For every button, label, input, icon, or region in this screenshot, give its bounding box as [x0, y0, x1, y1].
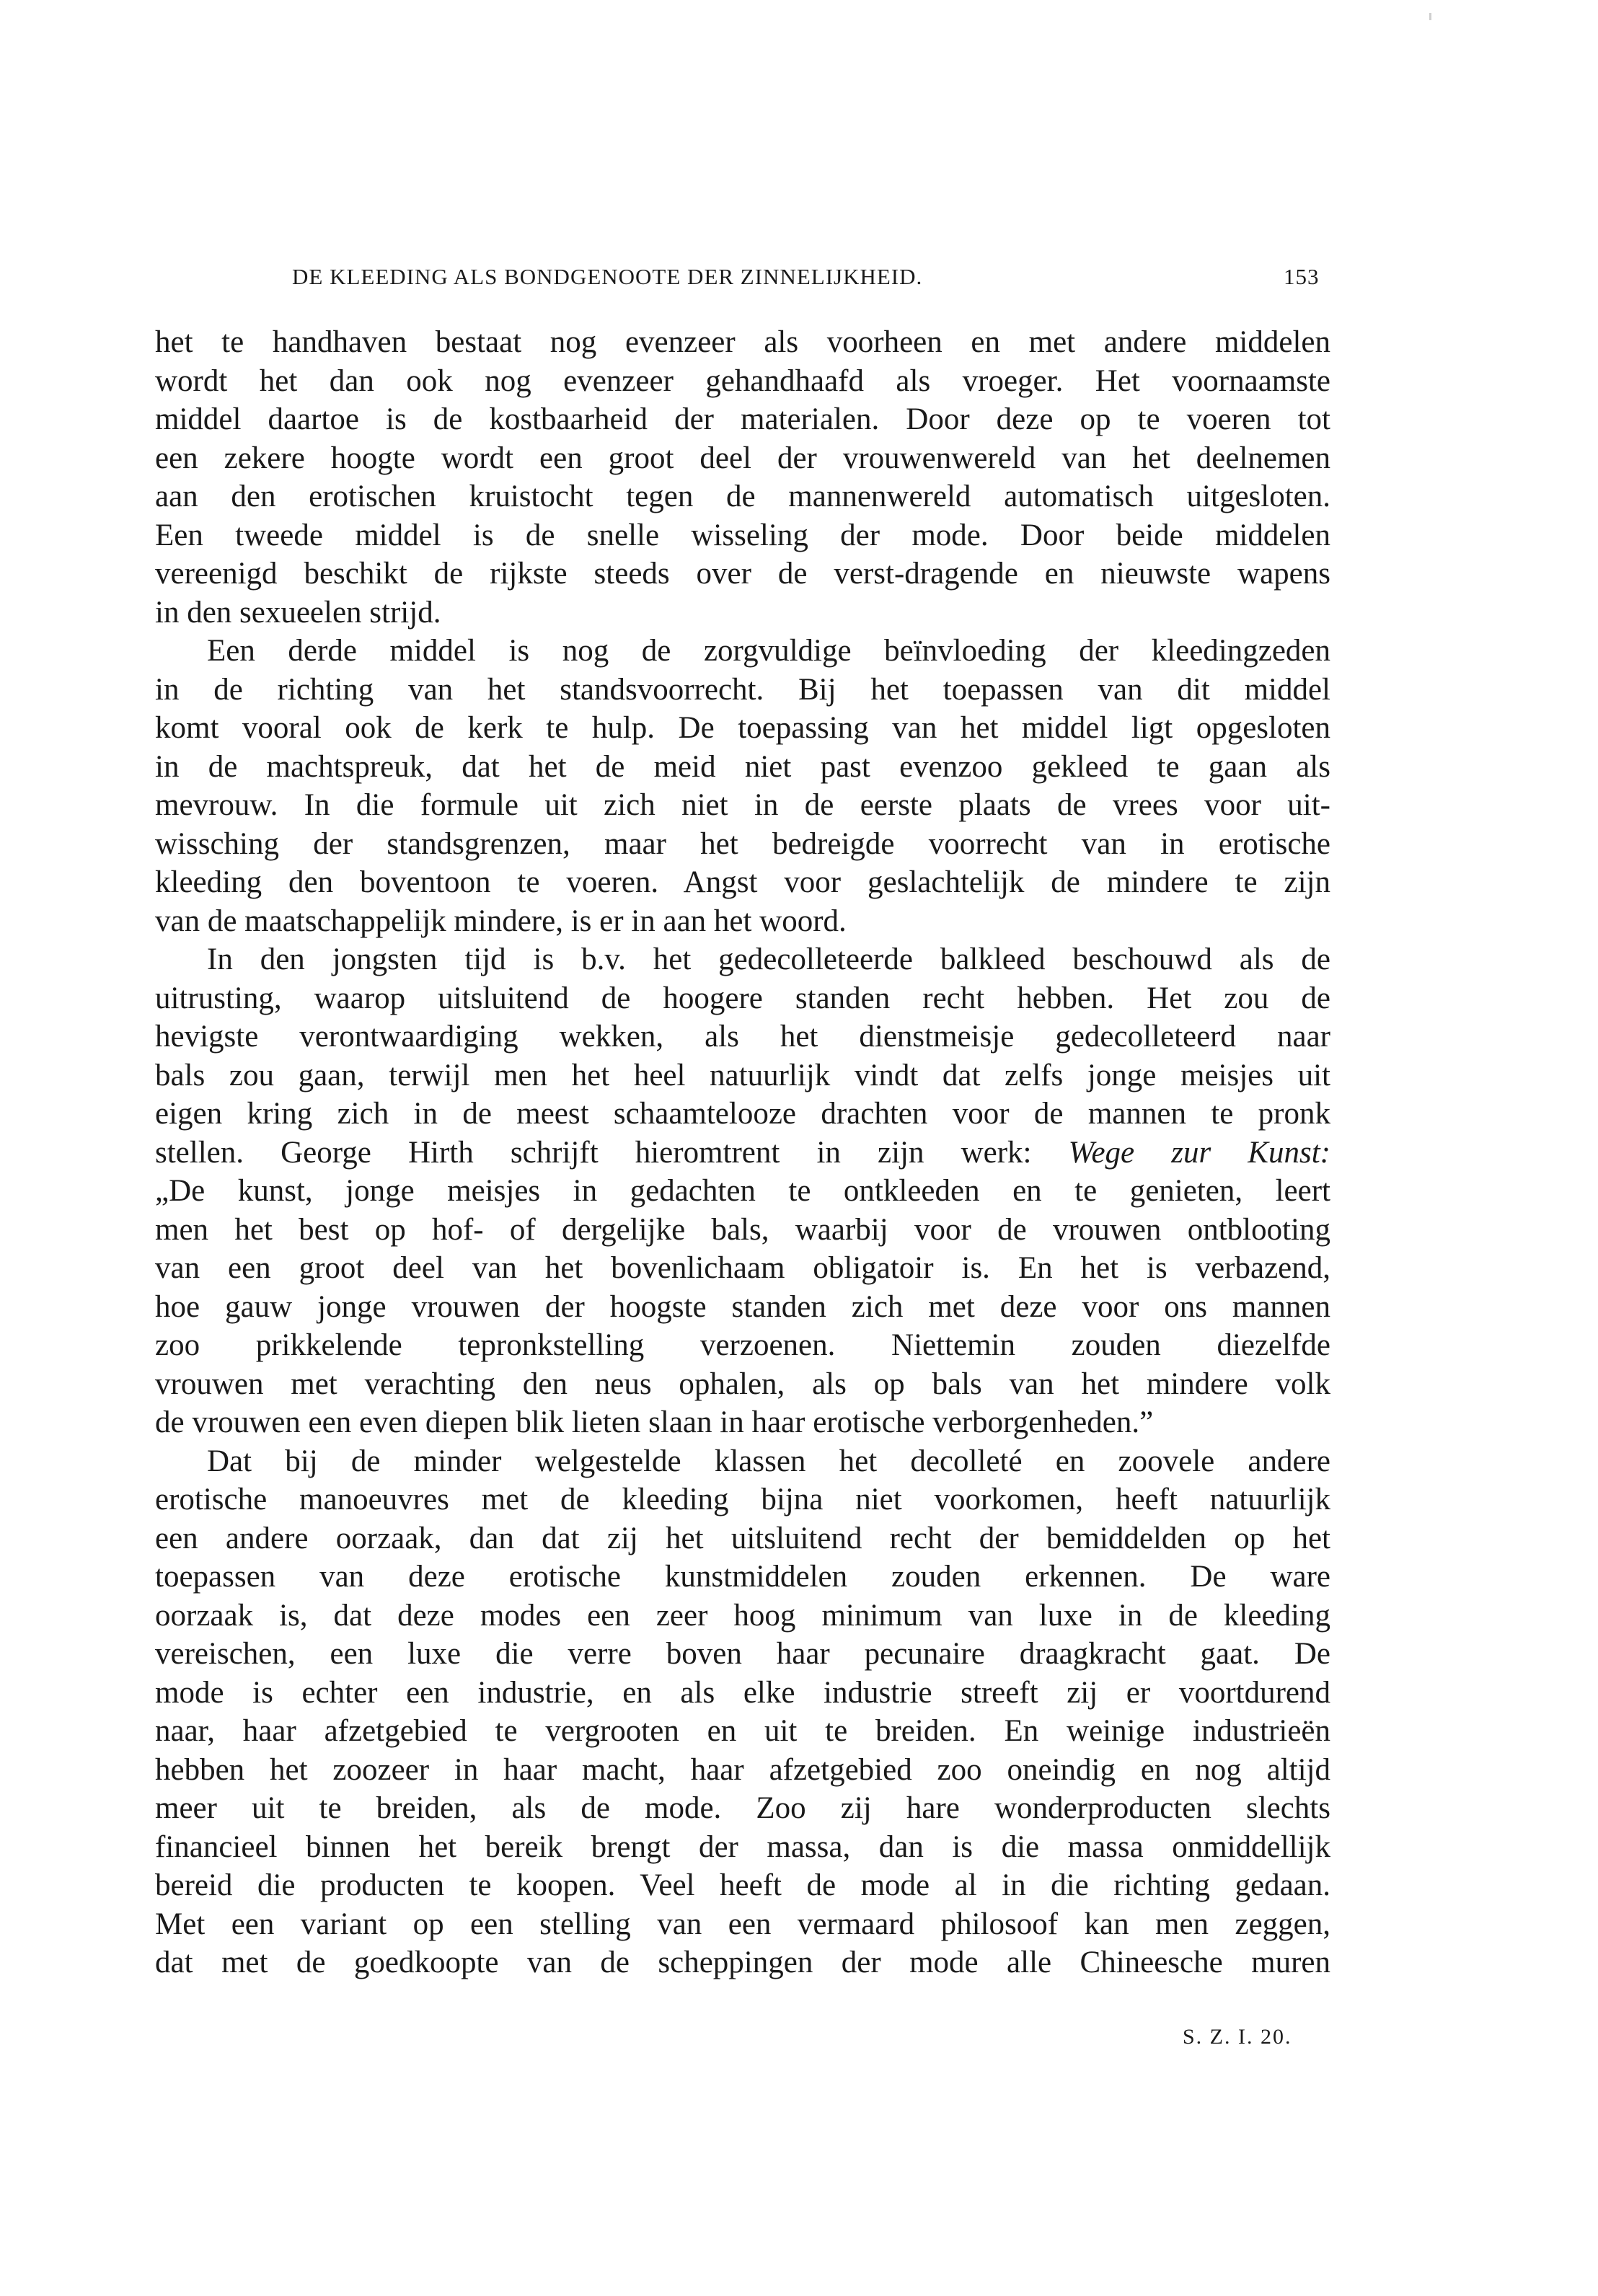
text-line: het te handhaven bestaat nog evenzeer als voorheen en met andere middelen [155, 325, 1330, 359]
page-number: 153 [1284, 264, 1320, 289]
text-line: bereid die producten te koopen. Veel heeft de mode al in die richting gedaan. [155, 1868, 1330, 1902]
text-line: wissching der standsgrenzen, maar het bedreigde voorrecht van in erotische [155, 826, 1330, 861]
text-line: dat met de goedkoopte van de scheppingen der mode alle Chineesche muren [155, 1946, 1330, 1979]
text-line: een zekere hoogte wordt een groot deel der vrouwenwereld van het deelnemen [155, 441, 1330, 475]
running-title: DE KLEEDING ALS BONDGENOOTE DER ZINNELIJKHEID. [292, 264, 923, 289]
text-line: de vrouwen een even diepen blik lieten slaan in haar erotische verborgenheden.” [155, 1405, 1154, 1439]
text-line: Een derde middel is nog de zorgvuldige beïnvloeding der kleedingzeden [207, 634, 1330, 668]
text-line: Dat bij de minder welgestelde klassen het decolleté en zoovele andere [207, 1444, 1330, 1478]
text-line: Een tweede middel is de snelle wisseling der mode. Door beide middelen [155, 518, 1330, 552]
text-line: kleeding den boventoon te voeren. Angst voor geslachtelijk de mindere te zijn [155, 865, 1330, 899]
text-line: men het best op hof- of dergelijke bals, waarbij voor de vrouwen ontblooting [155, 1212, 1330, 1247]
paper-speck [1429, 13, 1431, 20]
text-line: in de machtspreuk, dat het de meid niet past evenzoo gekleed te gaan als [155, 749, 1330, 784]
text-line: zoo prikkelende tepronkstelling verzoenen. Niettemin zouden diezelfde [155, 1328, 1330, 1362]
text-line: hevigste verontwaardiging wekken, als het dienstmeisje gedecolleteerd naar [155, 1020, 1330, 1054]
text-line: „De kunst, jonge meisjes in gedachten te ontkleeden en te genieten, leert [155, 1174, 1330, 1208]
text-line: in den sexueelen strijd. [155, 595, 441, 630]
text-line: bals zou gaan, terwijl men het heel natuurlijk vindt dat zelfs jonge meisjes uit [155, 1058, 1330, 1092]
text-line: hoe gauw jonge vrouwen der hoogste standen zich met deze voor ons mannen [155, 1289, 1330, 1324]
text-line: oorzaak is, dat deze modes een zeer hoog minimum van luxe in de kleeding [155, 1598, 1330, 1633]
text-line: vereischen, een luxe die verre boven haar pecunaire draagkracht gaat. De [155, 1637, 1330, 1671]
line-text: stellen. George Hirth schrijft hieromtrent in zijn werk: [155, 1135, 1032, 1170]
text-line: hebben het zoozeer in haar macht, haar afzetgebied zoo oneindig en nog altijd [155, 1752, 1330, 1787]
text-line: van een groot deel van het bovenlichaam obligatoir is. En het is verbazend, [155, 1251, 1330, 1285]
text-line: financieel binnen het bereik brengt der massa, dan is die massa onmiddellijk [155, 1829, 1330, 1864]
text-line: In den jongsten tijd is b.v. het gedecolleteerde balkleed beschouwd als de [207, 942, 1330, 976]
text-line-with-title [155, 1134, 1330, 1173]
text-line: meer uit te breiden, als de mode. Zoo zij hare wonderproducten slechts [155, 1791, 1330, 1825]
signature-mark: S. Z. I. 20. [1183, 2025, 1292, 2049]
text-line: toepassen van deze erotische kunstmiddelen zouden erkennen. De ware [155, 1560, 1330, 1594]
text-line: middel daartoe is de kostbaarheid der materialen. Door deze op te voeren tot [155, 402, 1330, 436]
text-line: uitrusting, waarop uitsluitend de hoogere standen recht hebben. Het zou de [155, 981, 1330, 1015]
text-line: vereenigd beschikt de rijkste steeds over de verst-dragende en nieuwste wapens [155, 557, 1330, 591]
text-line: erotische manoeuvres met de kleeding bijna niet voorkomen, heeft natuurlijk [155, 1483, 1330, 1516]
text-line: eigen kring zich in de meest schaamtelooze drachten voor de mannen te pronk [155, 1097, 1330, 1131]
text-line: wordt het dan ook nog evenzeer gehandhaafd als vroeger. Het voornaamste [155, 363, 1330, 398]
text-line: aan den erotischen kruistocht tegen de mannenwereld automatisch uitgesloten. [155, 480, 1330, 513]
text-line: mode is echter een industrie, en als elke industrie streeft zij er voortdurend [155, 1675, 1330, 1710]
text-line: naar, haar afzetgebied te vergrooten en uit te breiden. En weinige industrieën [155, 1714, 1330, 1748]
book-title: Wege zur Kunst: [1068, 1135, 1330, 1170]
text-line: mevrouw. In die formule uit zich niet in de eerste plaats de vrees voor uit- [155, 788, 1330, 822]
text-line: in de richting van het standsvoorrecht. Bij het toepassen van dit middel [155, 672, 1330, 707]
text-line: een andere oorzaak, dan dat zij het uitsluitend recht der bemiddelden op het [155, 1521, 1330, 1555]
text-line: vrouwen met verachting den neus ophalen, als op bals van het mindere volk [155, 1366, 1330, 1401]
text-line: van de maatschappelijk mindere, is er in aan het woord. [155, 904, 847, 938]
body-text [155, 323, 1330, 1982]
text-line: Met een variant op een stelling van een vermaard philosoof kan men zeggen, [155, 1907, 1330, 1941]
text-line: komt vooral ook de kerk te hulp. De toepassing van het middel ligt opgesloten [155, 711, 1330, 745]
